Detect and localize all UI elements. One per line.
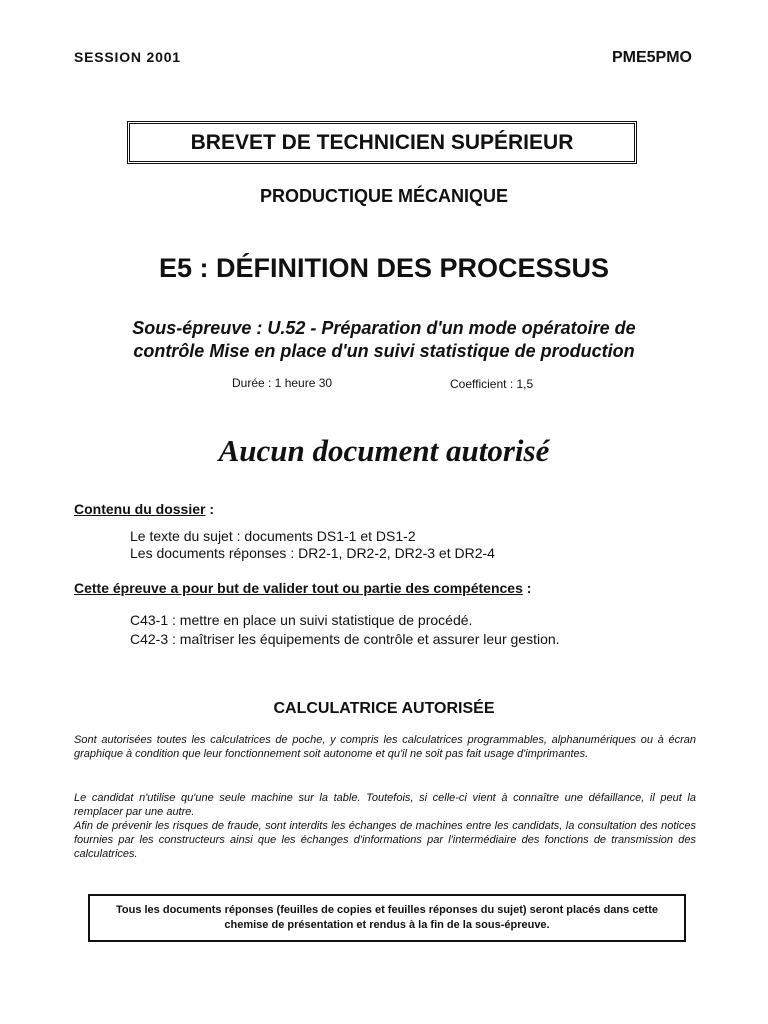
subtest-title (0, 317, 768, 363)
competences-heading-colon: : (522, 580, 532, 596)
calculator-paragraph: Afin de prévenir les risques de fraude, sont interdits les échanges de machines entre les candidats, la consultation des notices fournies par les constructeurs ainsi que les échanges d'informations par l'intermédiaire des fonctions de transmission des calculatrices. (74, 820, 696, 860)
specialty-title: PRODUCTIQUE MÉCANIQUE (259, 186, 508, 206)
contents-item: Le texte du sujet : documents DS1-1 et DS1-2 (130, 528, 416, 544)
competence-item: C43-1 : mettre en place un suivi statistique de procédé. (130, 612, 473, 628)
contents-heading-text: Contenu du dossier (74, 501, 206, 517)
competence-item: C42-3 : maîtriser les équipements de contrôle et assurer leur gestion. (130, 631, 560, 647)
no-documents-notice: Aucun document autorisé (218, 433, 550, 468)
calculator-title: CALCULATRICE AUTORISÉE (273, 700, 495, 717)
contents-heading (74, 501, 214, 517)
exam-title: E5 : DÉFINITION DES PROCESSUS (158, 253, 610, 283)
competences-heading (74, 580, 531, 596)
competences-heading-text: Cette épreuve a pour but de valider tout ou partie des compétences (74, 580, 523, 596)
final-instructions-box (88, 894, 686, 942)
duration-text: Durée : 1 heure 30 (232, 376, 333, 390)
session-label: SESSION 2001 (74, 49, 181, 65)
subtest-line-2: contrôle Mise en place d'un suivi statistique de production (133, 341, 635, 361)
coefficient-text: Coefficient : 1,5 (450, 377, 534, 391)
calculator-paragraph: Le candidat n'utilise qu'une seule machine sur la table. Toutefois, si celle-ci vient à connaître une défaillance, il peut la remplacer par une autre. (74, 792, 696, 818)
subtest-line-1: Sous-épreuve : U.52 - Préparation d'un mode opératoire de (132, 318, 636, 338)
final-instructions-text: Tous les documents réponses (feuilles de copies et feuilles réponses du sujet) seront placés dans cette chemise de présentation et rendus à la fin de la sous-épreuve. (115, 904, 658, 931)
diploma-title-box (127, 121, 637, 164)
contents-heading-colon: : (205, 501, 215, 517)
calculator-paragraph: Sont autorisées toutes les calculatrices de poche, y compris les calculatrices programmables, alphanumériques ou à écran graphique à condition que leur fonctionnement soit autonome et qu'il ne soit pas fait usage d'imprimantes. (74, 734, 696, 760)
exam-code: PME5PMO (611, 49, 692, 66)
contents-item: Les documents réponses : DR2-1, DR2-2, DR2-3 et DR2-4 (130, 545, 495, 561)
diploma-title: BREVET DE TECHNICIEN SUPÉRIEUR (190, 130, 574, 154)
